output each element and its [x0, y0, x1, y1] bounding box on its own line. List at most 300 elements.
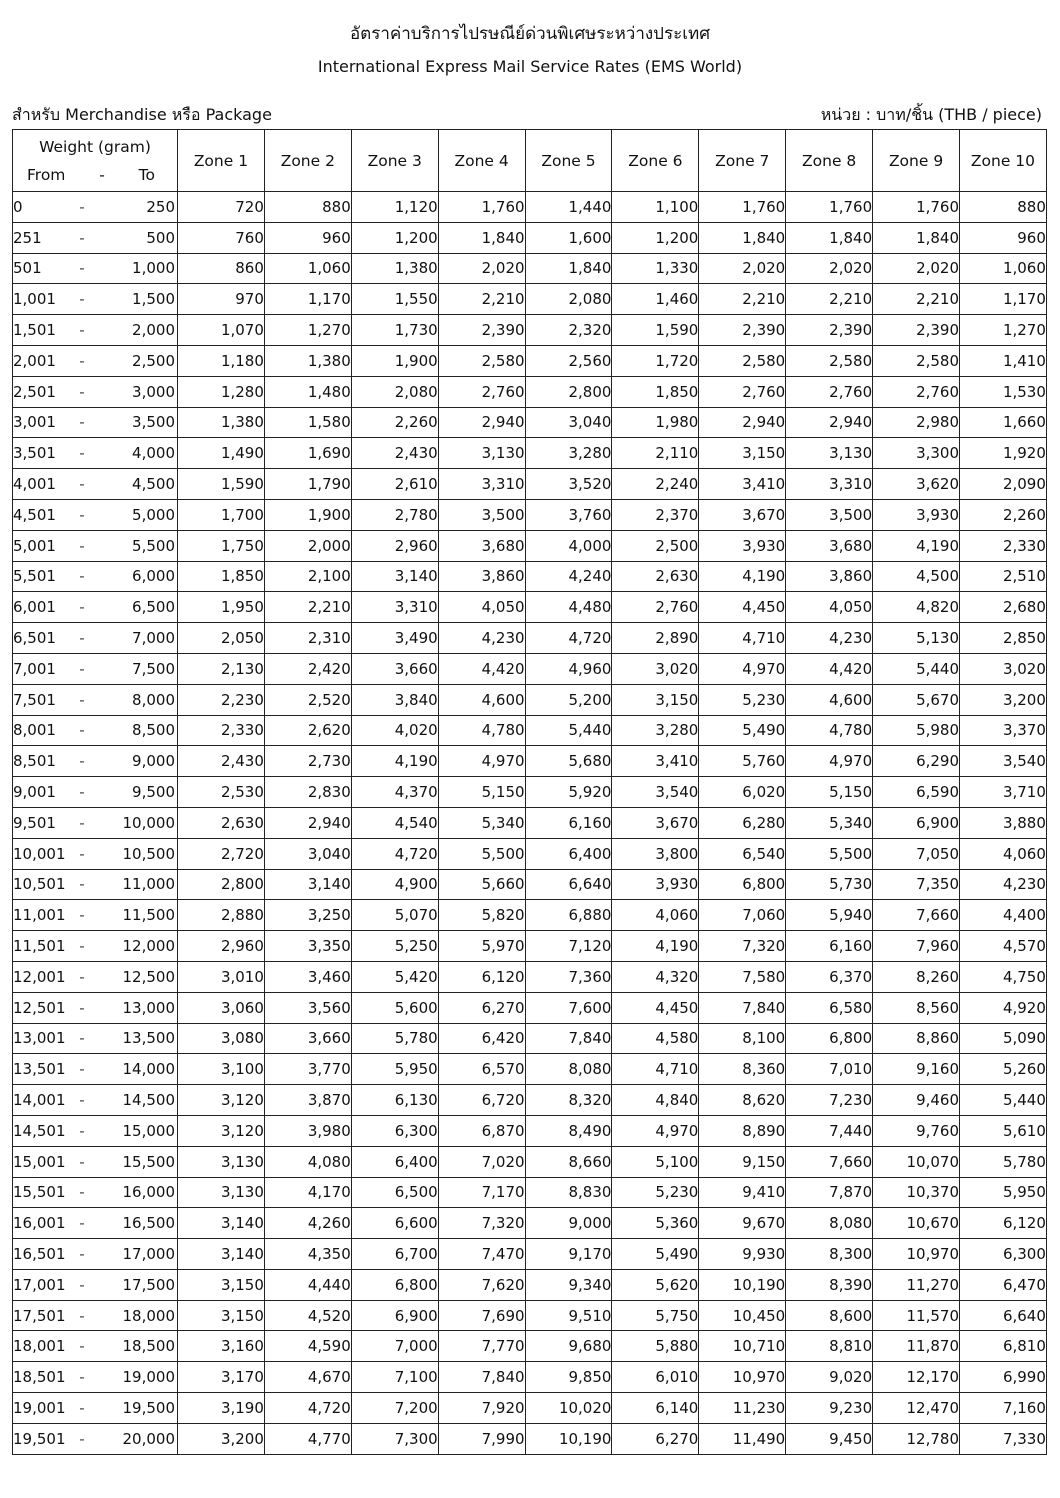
rate-cell: 2,390	[699, 315, 786, 346]
rate-cell: 9,930	[699, 1239, 786, 1270]
rate-cell: 2,080	[525, 284, 612, 315]
weight-from: 16,501	[13, 1244, 66, 1263]
rate-cell: 3,680	[786, 530, 873, 561]
rate-cell: 4,190	[612, 931, 699, 962]
rate-cell: 1,380	[264, 345, 351, 376]
weight-to: 500	[146, 228, 175, 247]
weight-range-cell	[13, 653, 178, 684]
range-dash: -	[79, 1091, 85, 1109]
rate-cell: 5,620	[612, 1269, 699, 1300]
weight-to: 18,500	[122, 1337, 175, 1356]
rate-cell: 10,450	[699, 1300, 786, 1331]
rate-cell: 4,970	[612, 1115, 699, 1146]
rate-cell: 1,460	[612, 284, 699, 315]
rate-cell: 1,660	[960, 407, 1047, 438]
rate-cell: 8,490	[525, 1115, 612, 1146]
table-row	[13, 992, 1047, 1023]
weight-from: 6,001	[13, 598, 56, 617]
table-row	[13, 777, 1047, 808]
rate-cell: 3,560	[264, 992, 351, 1023]
weight-range-cell	[13, 345, 178, 376]
rate-cell: 3,150	[178, 1300, 265, 1331]
rate-cell: 3,100	[178, 1054, 265, 1085]
rate-cell: 2,580	[873, 345, 960, 376]
weight-to: 250	[146, 197, 175, 216]
rate-cell: 2,240	[612, 469, 699, 500]
rate-cell: 6,420	[438, 1023, 525, 1054]
range-dash: -	[79, 813, 85, 832]
table-row	[13, 715, 1047, 746]
weight-to: 18,000	[122, 1306, 175, 1325]
rate-cell: 6,800	[351, 1269, 438, 1300]
weight-from: 251	[13, 228, 42, 247]
rate-cell: 6,370	[786, 961, 873, 992]
rate-cell: 5,340	[786, 807, 873, 838]
table-row	[13, 1177, 1047, 1208]
rate-cell: 2,760	[699, 376, 786, 407]
rate-cell: 2,760	[786, 376, 873, 407]
rate-cell: 7,320	[438, 1208, 525, 1239]
rate-cell: 4,520	[264, 1300, 351, 1331]
weight-to: 1,000	[132, 259, 175, 278]
rate-cell: 5,070	[351, 900, 438, 931]
rate-cell: 2,210	[873, 284, 960, 315]
rate-cell: 9,170	[525, 1239, 612, 1270]
rate-cell: 6,880	[525, 900, 612, 931]
rate-cell: 3,200	[960, 684, 1047, 715]
range-dash: -	[79, 1398, 85, 1417]
rate-cell: 9,670	[699, 1208, 786, 1239]
rate-cell: 1,270	[264, 315, 351, 346]
rate-cell: 6,570	[438, 1054, 525, 1085]
rate-cell: 1,070	[178, 315, 265, 346]
rate-cell: 6,640	[960, 1300, 1047, 1331]
table-row	[13, 869, 1047, 900]
rate-cell: 1,280	[178, 376, 265, 407]
table-row	[13, 838, 1047, 869]
rate-cell: 6,720	[438, 1085, 525, 1116]
weight-header-label: Weight (gram)	[39, 137, 151, 156]
rate-cell: 3,880	[960, 807, 1047, 838]
weight-to: 16,000	[122, 1183, 175, 1202]
rate-cell: 11,270	[873, 1269, 960, 1300]
weight-to: 10,000	[122, 813, 175, 832]
table-row	[13, 900, 1047, 931]
rate-cell: 5,490	[699, 715, 786, 746]
rate-cell: 5,750	[612, 1300, 699, 1331]
rate-cell: 4,400	[960, 900, 1047, 931]
zone-column-header: Zone 2	[264, 130, 351, 192]
weight-range-cell	[13, 900, 178, 931]
range-dash: -	[79, 783, 85, 802]
table-row	[13, 1239, 1047, 1270]
rate-cell: 9,450	[786, 1423, 873, 1454]
range-dash: -	[79, 505, 85, 524]
rate-cell: 2,940	[699, 407, 786, 438]
rate-cell: 5,130	[873, 623, 960, 654]
rate-cell: 4,420	[786, 653, 873, 684]
rate-cell: 5,920	[525, 777, 612, 808]
rate-cell: 3,760	[525, 499, 612, 530]
rate-cell: 2,320	[525, 315, 612, 346]
rate-cell: 12,170	[873, 1362, 960, 1393]
unit-label: หน่วย : บาท/ชิ้น (THB / piece)	[820, 105, 1042, 124]
rate-cell: 2,420	[264, 653, 351, 684]
weight-to: 6,500	[132, 598, 175, 617]
rate-cell: 3,080	[178, 1023, 265, 1054]
rate-cell: 3,150	[178, 1269, 265, 1300]
weight-from: 4,001	[13, 475, 56, 494]
rate-cell: 2,940	[438, 407, 525, 438]
rate-cell: 4,420	[438, 653, 525, 684]
weight-from: 15,001	[13, 1152, 66, 1171]
rate-cell: 3,540	[612, 777, 699, 808]
rate-cell: 8,860	[873, 1023, 960, 1054]
rate-cell: 4,580	[612, 1023, 699, 1054]
rate-cell: 4,500	[873, 561, 960, 592]
from-label: From	[27, 165, 66, 184]
rate-cell: 1,600	[525, 222, 612, 253]
weight-range-cell	[13, 623, 178, 654]
rate-cell: 7,960	[873, 931, 960, 962]
rate-cell: 6,810	[960, 1331, 1047, 1362]
weight-from: 11,501	[13, 937, 66, 956]
weight-range-cell	[13, 1023, 178, 1054]
weight-range-cell	[13, 992, 178, 1023]
weight-range-cell	[13, 1146, 178, 1177]
range-dash: -	[79, 351, 85, 370]
rate-cell: 2,130	[178, 653, 265, 684]
rate-cell: 5,230	[612, 1177, 699, 1208]
rate-cell: 3,860	[438, 561, 525, 592]
rate-cell: 860	[178, 253, 265, 284]
weight-range-cell	[13, 438, 178, 469]
rate-cell: 2,210	[786, 284, 873, 315]
ems-rate-table	[12, 129, 1047, 1455]
rate-cell: 2,730	[264, 746, 351, 777]
table-row	[13, 407, 1047, 438]
table-row	[13, 1331, 1047, 1362]
rate-cell: 2,890	[612, 623, 699, 654]
rate-cell: 4,720	[351, 838, 438, 869]
rate-cell: 7,770	[438, 1331, 525, 1362]
rate-cell: 1,750	[178, 530, 265, 561]
rate-cell: 6,800	[786, 1023, 873, 1054]
rate-cell: 7,440	[786, 1115, 873, 1146]
weight-from: 2,501	[13, 382, 56, 401]
rate-cell: 4,480	[525, 592, 612, 623]
weight-range-cell	[13, 838, 178, 869]
range-dash: -	[79, 475, 85, 494]
rate-cell: 5,760	[699, 746, 786, 777]
rate-cell: 8,620	[699, 1085, 786, 1116]
rate-cell: 3,280	[525, 438, 612, 469]
rate-cell: 3,680	[438, 530, 525, 561]
rate-cell: 5,970	[438, 931, 525, 962]
rate-cell: 2,940	[264, 807, 351, 838]
rate-cell: 3,840	[351, 684, 438, 715]
rate-cell: 3,020	[612, 653, 699, 684]
rate-cell: 4,780	[438, 715, 525, 746]
rate-cell: 9,160	[873, 1054, 960, 1085]
range-dash: -	[79, 1183, 85, 1202]
range-dash: -	[79, 413, 85, 432]
rate-cell: 6,400	[351, 1146, 438, 1177]
rate-cell: 8,100	[699, 1023, 786, 1054]
rate-cell: 7,020	[438, 1146, 525, 1177]
rate-cell: 7,580	[699, 961, 786, 992]
weight-to: 7,000	[132, 629, 175, 648]
rate-cell: 1,100	[612, 192, 699, 223]
rate-cell: 760	[178, 222, 265, 253]
weight-from: 12,501	[13, 998, 66, 1017]
range-dash: -	[79, 937, 85, 956]
rate-cell: 3,310	[351, 592, 438, 623]
rate-cell: 5,260	[960, 1054, 1047, 1085]
rate-cell: 6,500	[351, 1177, 438, 1208]
range-dash: -	[79, 1060, 85, 1079]
rate-cell: 3,350	[264, 931, 351, 962]
table-row	[13, 746, 1047, 777]
weight-from: 17,501	[13, 1306, 66, 1325]
rate-cell: 8,660	[525, 1146, 612, 1177]
rate-cell: 6,290	[873, 746, 960, 777]
rate-cell: 3,800	[612, 838, 699, 869]
rate-cell: 6,540	[699, 838, 786, 869]
rate-cell: 11,570	[873, 1300, 960, 1331]
weight-range-cell	[13, 284, 178, 315]
table-row	[13, 530, 1047, 561]
rate-cell: 1,530	[960, 376, 1047, 407]
weight-range-cell	[13, 1239, 178, 1270]
rate-cell: 4,920	[960, 992, 1047, 1023]
rate-cell: 6,990	[960, 1362, 1047, 1393]
rate-cell: 2,800	[525, 376, 612, 407]
rate-cell: 2,390	[438, 315, 525, 346]
range-dash: -	[79, 1029, 85, 1048]
table-row	[13, 253, 1047, 284]
rate-cell: 3,540	[960, 746, 1047, 777]
rate-cell: 3,160	[178, 1331, 265, 1362]
rate-cell: 2,680	[960, 592, 1047, 623]
table-row	[13, 345, 1047, 376]
weight-from: 9,001	[13, 783, 56, 802]
rate-cell: 4,900	[351, 869, 438, 900]
rate-cell: 4,000	[525, 530, 612, 561]
weight-to: 9,000	[132, 752, 175, 771]
rate-cell: 2,560	[525, 345, 612, 376]
document-title-english: International Express Mail Service Rates (EMS World)	[317, 57, 743, 76]
rate-cell: 2,500	[612, 530, 699, 561]
rate-cell: 3,520	[525, 469, 612, 500]
rate-cell: 5,420	[351, 961, 438, 992]
rate-cell: 7,690	[438, 1300, 525, 1331]
rate-cell: 5,250	[351, 931, 438, 962]
rate-cell: 7,360	[525, 961, 612, 992]
rate-cell: 5,360	[612, 1208, 699, 1239]
weight-to: 20,000	[122, 1429, 175, 1448]
zone-column-header: Zone 7	[699, 130, 786, 192]
rate-cell: 3,870	[264, 1085, 351, 1116]
rate-cell: 4,230	[438, 623, 525, 654]
rate-cell: 8,600	[786, 1300, 873, 1331]
rate-cell: 6,120	[960, 1208, 1047, 1239]
rate-cell: 2,100	[264, 561, 351, 592]
rate-cell: 1,840	[525, 253, 612, 284]
rate-cell: 2,760	[873, 376, 960, 407]
rate-cell: 2,780	[351, 499, 438, 530]
range-dash: -	[79, 1368, 85, 1387]
rate-cell: 3,140	[178, 1208, 265, 1239]
weight-from: 10,501	[13, 875, 66, 894]
weight-range-cell	[13, 407, 178, 438]
rate-cell: 3,130	[178, 1177, 265, 1208]
rate-cell: 3,860	[786, 561, 873, 592]
rate-cell: 7,100	[351, 1362, 438, 1393]
weight-range-cell	[13, 561, 178, 592]
table-row	[13, 469, 1047, 500]
weight-range-cell	[13, 961, 178, 992]
rate-cell: 6,130	[351, 1085, 438, 1116]
rate-cell: 6,270	[438, 992, 525, 1023]
weight-range-cell	[13, 530, 178, 561]
rate-cell: 2,580	[699, 345, 786, 376]
rate-table-body	[13, 192, 1047, 1455]
range-dash: -	[79, 1429, 85, 1448]
table-row	[13, 684, 1047, 715]
rate-cell: 6,800	[699, 869, 786, 900]
rate-cell: 9,340	[525, 1269, 612, 1300]
table-row	[13, 376, 1047, 407]
rate-cell: 1,840	[699, 222, 786, 253]
weight-to: 19,500	[122, 1398, 175, 1417]
rate-cell: 2,210	[699, 284, 786, 315]
weight-from: 3,001	[13, 413, 56, 432]
rate-cell: 2,090	[960, 469, 1047, 500]
rate-cell: 10,970	[873, 1239, 960, 1270]
rate-cell: 3,010	[178, 961, 265, 992]
rate-cell: 2,330	[960, 530, 1047, 561]
rate-cell: 10,370	[873, 1177, 960, 1208]
rate-cell: 1,840	[786, 222, 873, 253]
weight-range-cell	[13, 1054, 178, 1085]
rate-cell: 6,900	[351, 1300, 438, 1331]
rate-cell: 1,730	[351, 315, 438, 346]
rate-cell: 5,100	[612, 1146, 699, 1177]
rate-cell: 2,230	[178, 684, 265, 715]
table-row	[13, 438, 1047, 469]
range-dash: -	[79, 598, 85, 617]
rate-cell: 2,020	[438, 253, 525, 284]
document-title-thai: อัตราค่าบริการไปรษณีย์ด่วนพิเศษระหว่างประเทศ	[349, 24, 711, 44]
rate-cell: 8,560	[873, 992, 960, 1023]
rate-cell: 4,710	[612, 1054, 699, 1085]
rate-cell: 3,140	[351, 561, 438, 592]
range-dash: -	[79, 659, 85, 678]
rate-cell: 1,170	[264, 284, 351, 315]
weight-from: 6,501	[13, 629, 56, 648]
range-dash: -	[79, 1306, 85, 1325]
weight-from: 1,501	[13, 321, 56, 340]
rate-cell: 2,580	[786, 345, 873, 376]
rate-cell: 7,620	[438, 1269, 525, 1300]
weight-to: 2,000	[132, 321, 175, 340]
rate-cell: 6,400	[525, 838, 612, 869]
rate-cell: 4,780	[786, 715, 873, 746]
rate-cell: 1,170	[960, 284, 1047, 315]
weight-from: 5,001	[13, 536, 56, 555]
rate-cell: 7,990	[438, 1423, 525, 1454]
rate-cell: 4,450	[699, 592, 786, 623]
rate-cell: 2,980	[873, 407, 960, 438]
weight-to: 14,000	[122, 1060, 175, 1079]
rate-cell: 3,060	[178, 992, 265, 1023]
rate-cell: 5,660	[438, 869, 525, 900]
table-row	[13, 807, 1047, 838]
rate-cell: 3,710	[960, 777, 1047, 808]
rate-cell: 4,450	[612, 992, 699, 1023]
rate-cell: 5,600	[351, 992, 438, 1023]
rate-cell: 4,320	[612, 961, 699, 992]
rate-cell: 1,840	[873, 222, 960, 253]
rate-cell: 9,020	[786, 1362, 873, 1393]
rate-cell: 3,200	[178, 1423, 265, 1454]
rate-cell: 2,430	[178, 746, 265, 777]
rate-cell: 5,340	[438, 807, 525, 838]
rate-cell: 6,300	[351, 1115, 438, 1146]
rate-cell: 7,600	[525, 992, 612, 1023]
rate-cell: 3,130	[178, 1146, 265, 1177]
rate-cell: 6,900	[873, 807, 960, 838]
rate-cell: 3,410	[612, 746, 699, 777]
rate-cell: 5,200	[525, 684, 612, 715]
weight-range-cell	[13, 499, 178, 530]
table-row	[13, 1085, 1047, 1116]
rate-cell: 2,630	[612, 561, 699, 592]
weight-to: 19,000	[122, 1368, 175, 1387]
rate-cell: 6,020	[699, 777, 786, 808]
rate-cell: 2,050	[178, 623, 265, 654]
rate-cell: 12,780	[873, 1423, 960, 1454]
rate-cell: 1,900	[264, 499, 351, 530]
rate-cell: 1,200	[351, 222, 438, 253]
rate-cell: 10,190	[525, 1423, 612, 1454]
rate-cell: 6,160	[525, 807, 612, 838]
rate-cell: 5,230	[699, 684, 786, 715]
category-label: สำหรับ Merchandise หรือ Package	[12, 105, 272, 124]
rate-cell: 2,330	[178, 715, 265, 746]
rate-cell: 3,930	[612, 869, 699, 900]
rate-cell: 1,590	[612, 315, 699, 346]
rate-cell: 2,800	[178, 869, 265, 900]
rate-cell: 9,760	[873, 1115, 960, 1146]
rate-cell: 2,390	[873, 315, 960, 346]
weight-from: 501	[13, 259, 42, 278]
weight-from: 14,001	[13, 1091, 66, 1109]
rate-cell: 4,170	[264, 1177, 351, 1208]
rate-cell: 2,620	[264, 715, 351, 746]
weight-from: 9,501	[13, 813, 56, 832]
weight-range-cell	[13, 315, 178, 346]
rate-cell: 4,050	[438, 592, 525, 623]
rate-cell: 4,050	[786, 592, 873, 623]
rate-cell: 1,760	[699, 192, 786, 223]
rate-cell: 4,230	[960, 869, 1047, 900]
rate-cell: 8,300	[786, 1239, 873, 1270]
rate-cell: 3,130	[786, 438, 873, 469]
rate-cell: 2,110	[612, 438, 699, 469]
rate-cell: 3,490	[351, 623, 438, 654]
